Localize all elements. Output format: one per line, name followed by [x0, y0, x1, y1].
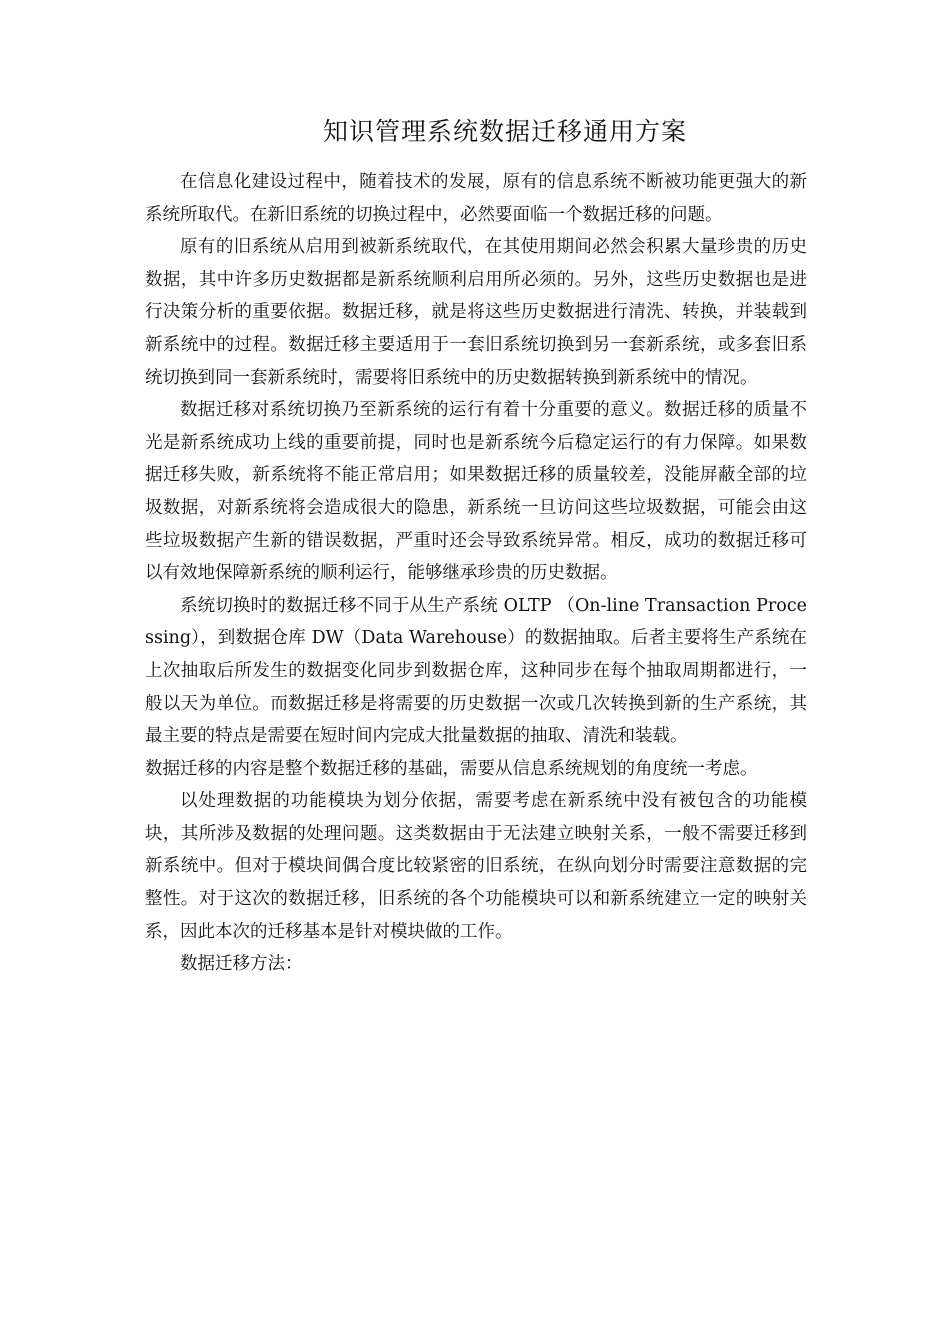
page-title: 知识管理系统数据迁移通用方案 [322, 117, 687, 146]
paragraph-migration-methods-heading: 数据迁移方法： [180, 954, 303, 975]
paragraph-significance: 数据迁移对系统切换乃至新系统的运行有着十分重要的意义。数据迁移的质量不光是新系统成功上线的重要前提，同时也是新系统今后稳定运行的有力保障。如果数据迁移失败，新系统将不能正常启用；如果数据迁移的质量较差，没能屏蔽全部的垃圾数据，对新系统将会造成很大的隐患，新系统一旦访问这些垃圾数据，可能会由这些垃圾数据产生新的错误数据，严重时还会导致系统异常。相反，成功的数据迁移可以有效地保障新系统的顺利运行，能够继承珍贵的历史数据。 [145, 400, 807, 584]
paragraph-historical-data: 原有的旧系统从启用到被新系统取代，在其使用期间必然会积累大量珍贵的历史数据，其中许多历史数据都是新系统顺利启用所必须的。另外，这些历史数据也是进行决策分析的重要依据。数据迁移，就是将这些历史数据进行清洗、转换，并装载到新系统中的过程。数据迁移主要适用于一套旧系统切换到另一套新系统，或多套旧系统切换到同一套新系统时，需要将旧系统中的历史数据转换到新系统中的情况。 [145, 237, 807, 388]
paragraph-module-division: 以处理数据的功能模块为划分依据，需要考虑在新系统中没有被包含的功能模块，其所涉及数据的处理问题。这类数据由于无法建立映射关系，一般不需要迁移到新系统中。但对于模块间偶合度比较紧密的旧系统，在纵向划分时需要注意数据的完整性。对于这次的数据迁移，旧系统的各个功能模块可以和新系统建立一定的映射关系，因此本次的迁移基本是针对模块做的工作。 [145, 791, 807, 942]
paragraph-migration-content: 数据迁移的内容是整个数据迁移的基础，需要从信息系统规划的角度统一考虑。 [145, 758, 758, 779]
paragraph-oltp-comparison: 系统切换时的数据迁移不同于从生产系统 OLTP （On-line Transaction Processing），到数据仓库 DW（Data Warehouse）的数据抽取。后者主要将生产系统在上次抽取后所发生的数据变化同步到数据仓库，这种同步在每个抽取周期都进行，一般以天为单位。而数据迁移是将需要的历史数据一次或几次转换到新的生产系统，其最主要的特点是需要在短时间内完成大批量数据的抽取、清洗和装载。 [145, 595, 807, 747]
paragraph-intro: 在信息化建设过程中，随着技术的发展，原有的信息系统不断被功能更强大的新系统所取代。在新旧系统的切换过程中，必然要面临一个数据迁移的问题。 [145, 172, 807, 225]
document-body [145, 166, 807, 981]
